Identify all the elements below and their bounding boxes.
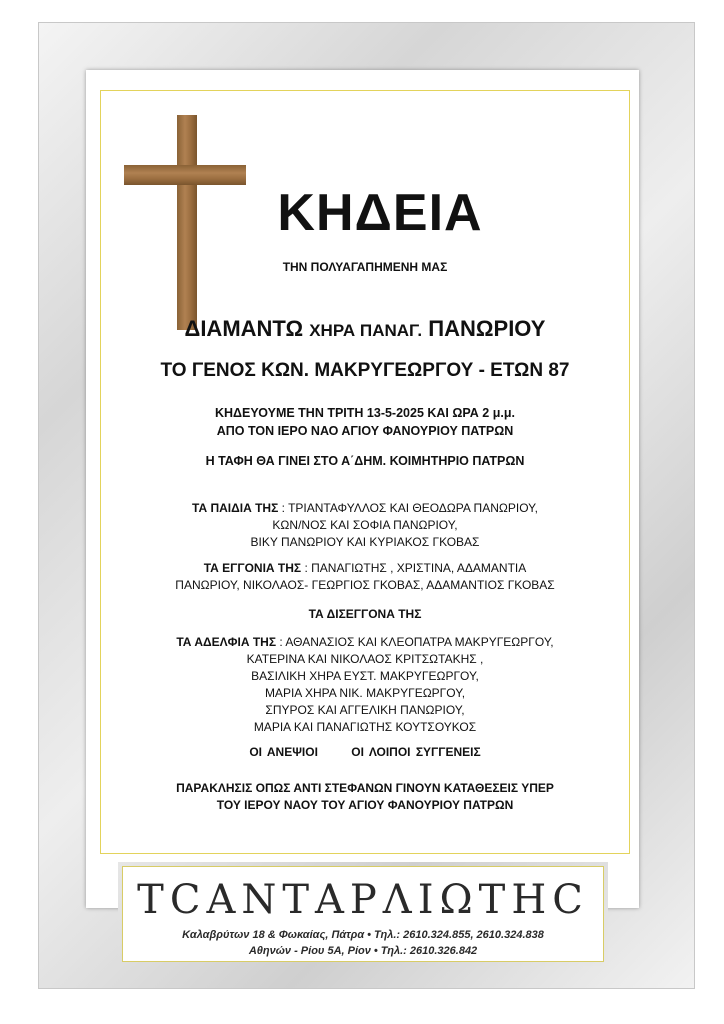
phone-numbers: 2610.324.855, 2610.324.838 xyxy=(403,929,544,941)
donation-request-line: ΠΑΡΑΚΛΗΣΙΣ ΟΠΩΣ ΑΝΤΙ ΣΤΕΦΑΝΩΝ ΓΙΝΟΥΝ ΚΑΤΑΘΕΣΕΙΣ ΥΠΕΡ xyxy=(176,781,554,795)
siblings-line: ΜΑΡΙΑ ΚΑΙ ΠΑΝΑΓΙΩΤΗΣ ΚΟΥΤΣΟΥΚΟΣ xyxy=(253,720,477,734)
funeral-home-address-1 xyxy=(123,929,603,941)
siblings-block xyxy=(110,634,620,736)
funeral-church: ΑΠΟ ΤΟΝ ΙΕΡΟ ΝΑΟ ΑΓΙΟΥ ΦΑΝΟΥΡΙΟΥ ΠΑΤΡΩΝ xyxy=(216,424,514,438)
address-text: Αθηνών - Ρίου 5Α, Ρίον xyxy=(248,945,371,957)
phone-label: Τηλ.: xyxy=(380,945,407,957)
deceased-surname: ΠΑΝΩΡΙΟΥ xyxy=(428,316,546,341)
siblings-line: ΚΑΤΕΡΙΝΑ ΚΑΙ ΝΙΚΟΛΑΟΣ ΚΡΙΤΣΩΤΑΚΗΣ , xyxy=(246,652,484,666)
cousins-label: ΟΙ ΑΝΕΨΙΟΙ xyxy=(249,745,318,759)
deceased-widow-of: ΧΗΡΑ ΠΑΝΑΓ. xyxy=(309,321,423,340)
other-relatives-label: ΟΙ ΛΟΙΠΟΙ ΣΥΓΓΕΝΕΙΣ xyxy=(351,745,481,759)
relatives-line xyxy=(110,744,620,761)
donation-request xyxy=(110,780,620,814)
funeral-home-address-2 xyxy=(123,945,603,957)
siblings-line: : ΑΘΑΝΑΣΙΟΣ ΚΑΙ ΚΛΕΟΠΑΤΡΑ ΜΑΚΡΥΓΕΩΡΓΟΥ, xyxy=(276,635,554,649)
cross-icon-horizontal xyxy=(124,165,246,185)
donation-request-line: ΤΟΥ ΙΕΡΟΥ ΝΑΟΥ ΤΟΥ ΑΓΙΟΥ ΦΑΝΟΥΡΙΟΥ ΠΑΤΡΩΝ xyxy=(216,798,514,812)
grandchildren-line: ΠΑΝΩΡΙΟΥ, ΝΙΚΟΛΑΟΣ- ΓΕΩΡΓΙΟΣ ΓΚΟΒΑΣ, ΑΔΑΜΑΝΤΙΟΣ ΓΚΟΒΑΣ xyxy=(175,578,555,592)
notice-subtitle: ΤΗΝ ΠΟΛΥΑΓΑΠΗΜΕΝΗ ΜΑΣ xyxy=(282,260,448,274)
phone-label: Τηλ.: xyxy=(374,929,401,941)
children-label: ΤΑ ΠΑΙΔΙΑ ΤΗΣ xyxy=(192,501,279,515)
phone-numbers: 2610.326.842 xyxy=(409,945,478,957)
funeral-date-time: ΚΗΔΕΥΟΥΜΕ ΤΗΝ ΤΡΙΤΗ 13-5-2025 ΚΑΙ ΩΡΑ 2 μ.μ. xyxy=(215,406,515,420)
notice-title: ΚΗΔΕΙΑ xyxy=(277,184,483,242)
children-line: ΚΩΝ/ΝΟΣ ΚΑΙ ΣΟΦΙΑ ΠΑΝΩΡΙΟΥ, xyxy=(272,518,458,532)
siblings-label: ΤΑ ΑΔΕΛΦΙΑ ΤΗΣ xyxy=(176,635,277,649)
siblings-line: ΒΑΣΙΛΙΚΗ ΧΗΡΑ ΕΥΣΤ. ΜΑΚΡΥΓΕΩΡΓΟΥ, xyxy=(251,669,479,683)
burial-info: Η ΤΑΦΗ ΘΑ ΓΙΝΕΙ ΣΤΟ Α΄ΔΗΜ. ΚΟΙΜΗΤΗΡΙΟ ΠΑΤΡΩΝ xyxy=(205,454,525,468)
bullet-separator: • xyxy=(373,945,378,957)
siblings-line: ΜΑΡΙΑ ΧΗΡΑ ΝΙΚ. ΜΑΚΡΥΓΕΩΡΓΟΥ, xyxy=(264,686,466,700)
children-block xyxy=(110,500,620,551)
funeral-home-box xyxy=(118,862,608,966)
grandchildren-line: : ΠΑΝΑΓΙΩΤΗΣ , ΧΡΙΣΤΙΝΑ, ΑΔΑΜΑΝΤΙΑ xyxy=(301,561,527,575)
deceased-name xyxy=(110,316,620,342)
address-text: Καλαβρύτων 18 & Φωκαίας, Πάτρα xyxy=(182,929,365,941)
deceased-first-name: ΔΙΑΜΑΝΤΩ xyxy=(184,316,304,341)
children-line: : ΤΡΙΑΝΤΑΦΥΛΛΟΣ ΚΑΙ ΘΕΟΔΩΡΑ ΠΑΝΩΡΙΟΥ, xyxy=(278,501,538,515)
children-line: ΒΙΚΥ ΠΑΝΩΡΙΟΥ ΚΑΙ ΚΥΡΙΑΚΟΣ ΓΚΟΒΑΣ xyxy=(250,535,480,549)
cross-icon-vertical xyxy=(177,115,197,330)
grandchildren-label: ΤΑ ΕΓΓΟΝΙΑ ΤΗΣ xyxy=(203,561,302,575)
bullet-separator: • xyxy=(367,929,372,941)
deceased-maiden-and-age: ΤΟ ΓΕΝΟΣ ΚΩΝ. ΜΑΚΡΥΓΕΩΡΓΟΥ - ΕΤΩΝ 87 xyxy=(160,360,570,381)
great-grandchildren: ΤΑ ΔΙΣΕΓΓΟΝΑ ΤΗΣ xyxy=(308,607,422,621)
siblings-line: ΣΠΥΡΟΣ ΚΑΙ ΑΓΓΕΛΙΚΗ ΠΑΝΩΡΙΟΥ, xyxy=(265,703,465,717)
grandchildren-block xyxy=(110,560,620,594)
funeral-home-logo: ΤCΑΝΤΑΡΛΙΩΤΗC xyxy=(137,877,589,923)
funeral-home-inner xyxy=(122,866,604,962)
